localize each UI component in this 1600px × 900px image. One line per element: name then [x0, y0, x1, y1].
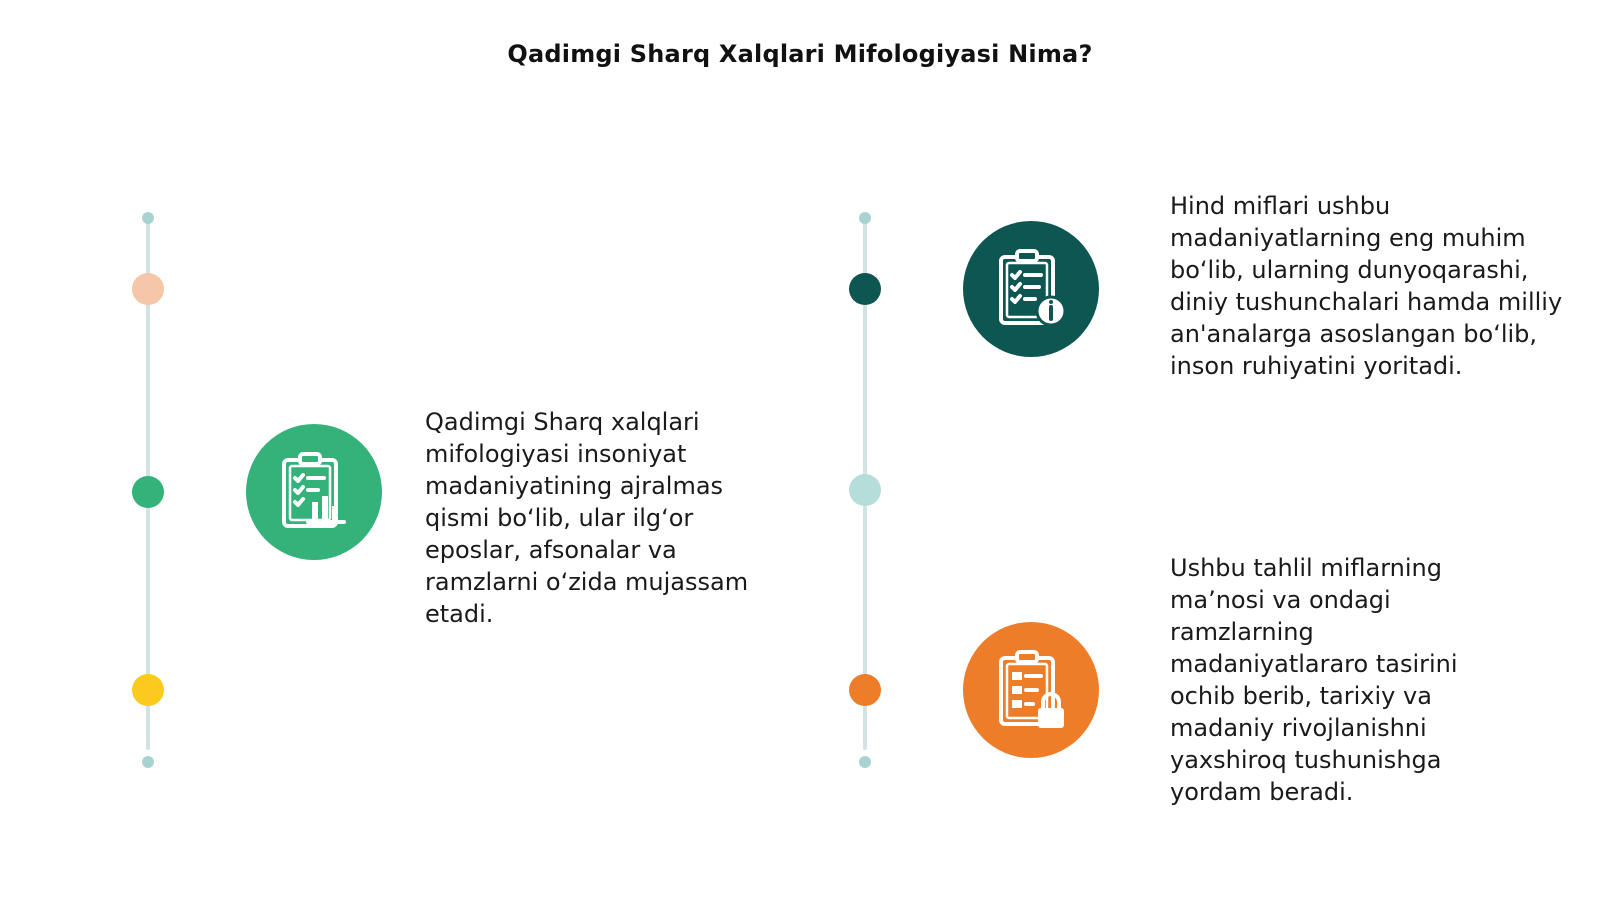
- left-timeline-dot-peach: [132, 273, 164, 305]
- left-timeline-bottom-cap: [142, 756, 154, 768]
- page-title: Qadimgi Sharq Xalqlari Mifologiyasi Nima?: [507, 40, 1093, 68]
- item-2-text: Hind miflari ushbu madaniyatlarning eng muhim bo‘lib, ularning dunyoqarashi, diniy tushunchalari hamda milliy an'analarga asoslangan bo‘lib, inson ruhiyatini yoritadi.: [1170, 192, 1563, 380]
- item-3-text: Ushbu tahlil miflarning ma’nosi va ondagi ramzlarning madaniyatlararo tasirini ochib berib, tarixiy va madaniy rivojlanishni yaxshiroq tushunishga yordam beradi.: [1170, 554, 1458, 806]
- left-timeline-dot-yellow: [132, 674, 164, 706]
- clipboard-info-icon: [963, 221, 1099, 357]
- left-timeline-top-cap: [142, 212, 154, 224]
- right-timeline-dot-teal: [849, 273, 881, 305]
- right-timeline-dot-orange: [849, 674, 881, 706]
- clipboard-lock-icon: [963, 622, 1099, 758]
- right-timeline-bottom-cap: [859, 756, 871, 768]
- right-timeline-top-cap: [859, 212, 871, 224]
- right-timeline-dot-mint: [849, 474, 881, 506]
- left-timeline-dot-green: [132, 476, 164, 508]
- clipboard-chart-icon: [246, 424, 382, 560]
- item-1-text: Qadimgi Sharq xalqlari mifologiyasi insoniyat madaniyatining ajralmas qismi bo‘lib, ular ilg‘or eposlar, afsonalar va ramzlarni o‘zida mujassam etadi.: [425, 408, 749, 628]
